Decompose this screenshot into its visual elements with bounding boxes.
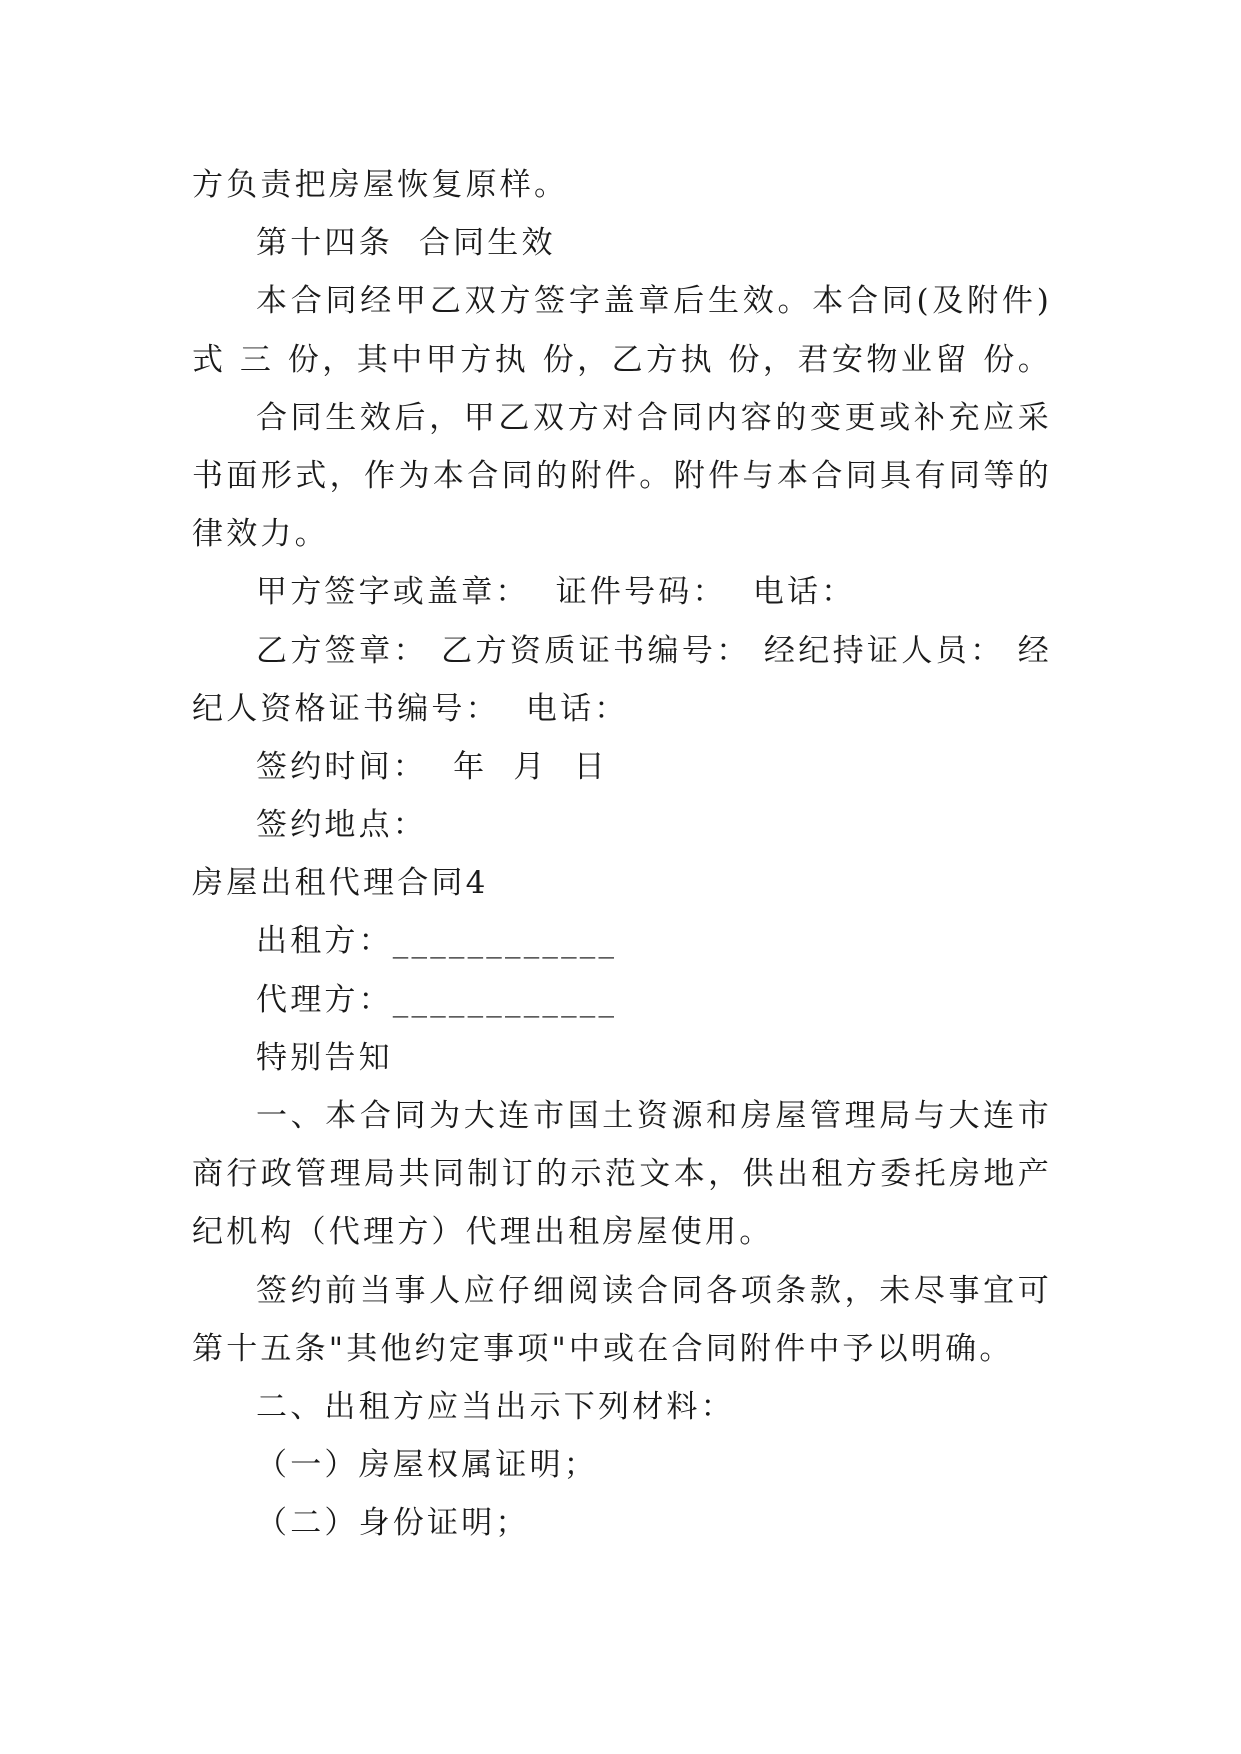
paragraph-line: 第十五条"其他约定事项"中或在合同附件中予以明确。	[192, 1330, 1014, 1367]
signing-place-line: 签约地点：	[256, 807, 427, 844]
agent-field: 代理方：____________	[256, 981, 618, 1018]
paragraph-line: 二、出租方应当出示下列材料：	[256, 1388, 735, 1425]
paragraph-line: 律效力。	[192, 516, 329, 553]
contract-title: 房屋出租代理合同4	[192, 865, 489, 902]
paragraph-line: 签约前当事人应仔细阅读合同各项条款，未尽事宜可	[256, 1272, 1052, 1309]
paragraph-line: 书面形式，作为本合同的附件。附件与本合同具有同等的	[192, 457, 1052, 494]
section-heading: 第十四条 合同生效	[256, 225, 556, 262]
paragraph-line: 合同生效后，甲乙双方对合同内容的变更或补充应采	[256, 399, 1052, 436]
paragraph-line: 方负责把房屋恢复原样。	[192, 167, 569, 203]
paragraph-line: 一、本合同为大连市国土资源和房屋管理局与大连市	[256, 1098, 1052, 1134]
list-item: （一）房屋权属证明；	[256, 1447, 598, 1484]
lessor-field: 出租方：____________	[256, 923, 618, 960]
paragraph-line: 纪机构（代理方）代理出租房屋使用。	[192, 1214, 774, 1251]
signing-date-line: 签约时间： 年 月 日	[256, 748, 608, 785]
signature-line-party-a: 甲方签字或盖章： 证件号码： 电话：	[256, 574, 856, 611]
paragraph-line: 式 三 份，其中甲方执 份，乙方执 份，君安物业留 份。	[192, 341, 1052, 378]
signature-line-party-b-cont: 纪人资格证书编号： 电话：	[192, 690, 629, 727]
paragraph-line: 商行政管理局共同制订的示范文本，供出租方委托房地产	[192, 1156, 1052, 1193]
signature-line-party-b: 乙方签章： 乙方资质证书编号： 经纪持证人员： 经	[256, 632, 1052, 669]
list-item: （二）身份证明；	[256, 1505, 530, 1542]
document-body	[192, 156, 1052, 1553]
paragraph-line: 本合同经甲乙双方签字盖章后生效。本合同(及附件)	[256, 283, 1052, 320]
notice-heading: 特别告知	[256, 1039, 393, 1076]
